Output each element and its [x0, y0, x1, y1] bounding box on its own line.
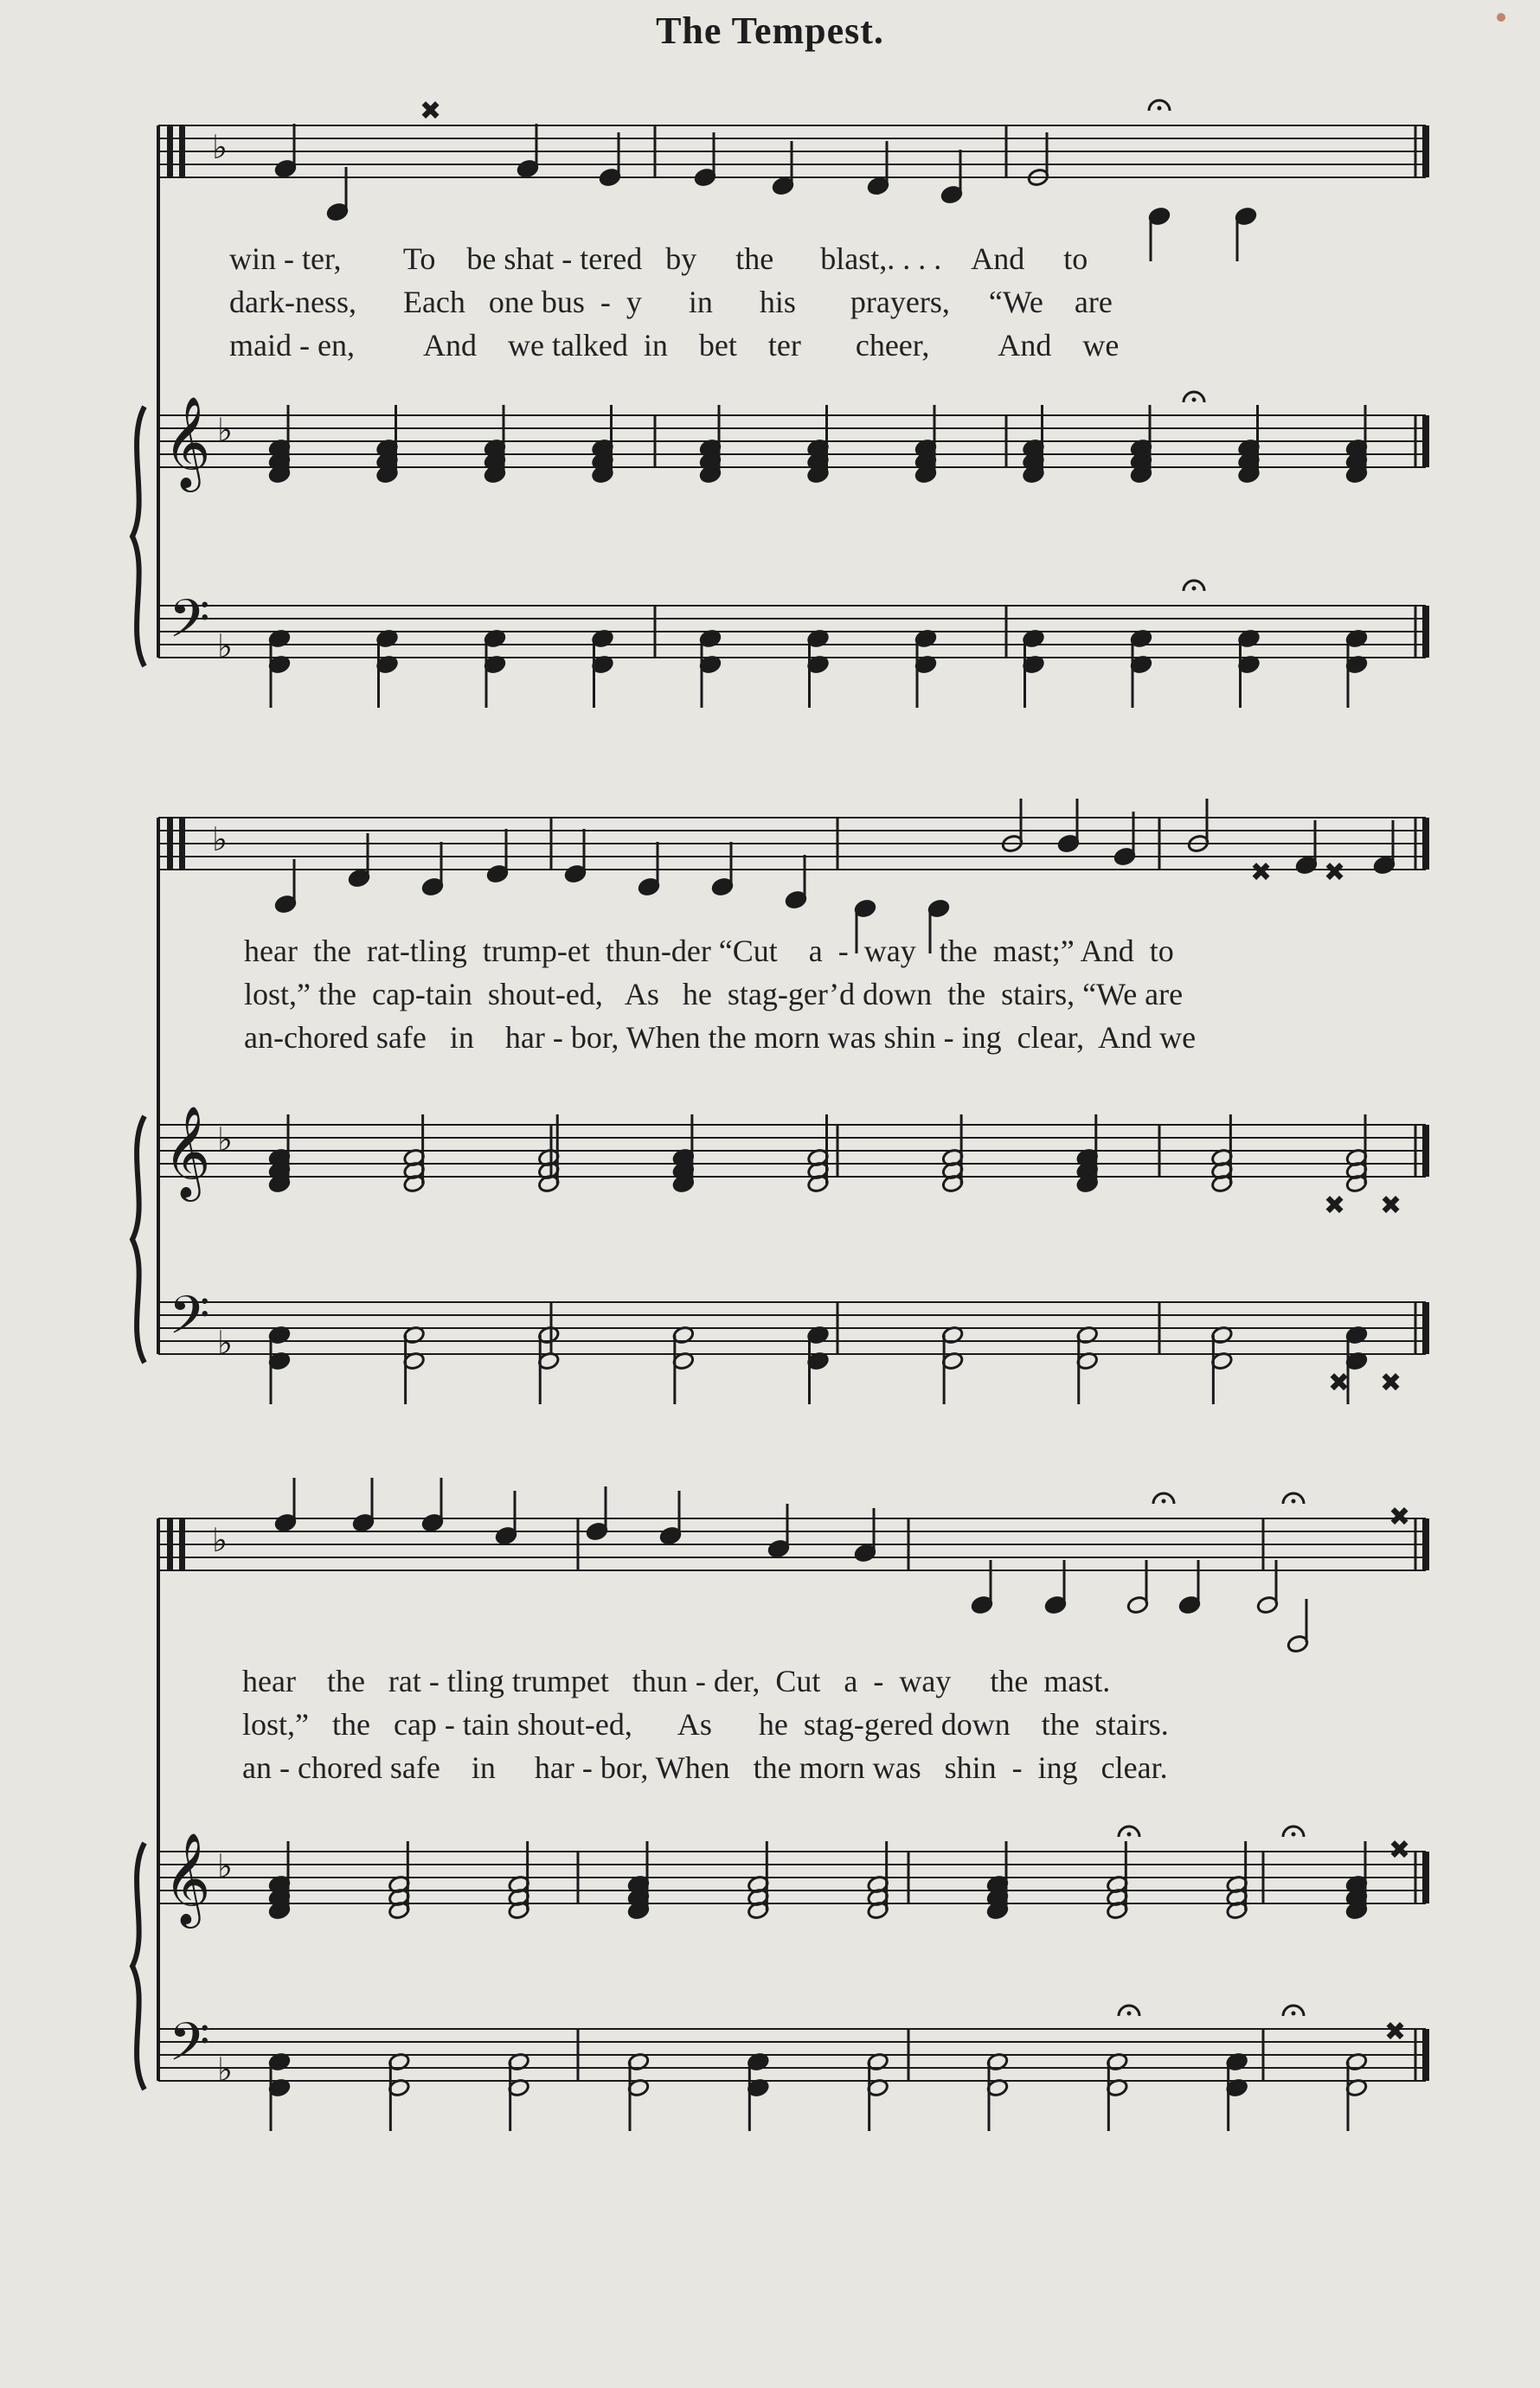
- bass-clef: 𝄢: [169, 2012, 210, 2086]
- bass-clef: 𝄢: [169, 1285, 210, 1359]
- rest-mark: ✖: [1380, 1368, 1402, 1398]
- piano-brace: [132, 407, 144, 666]
- flat-sign: ♭: [217, 627, 233, 665]
- fermata-dot: [1292, 1499, 1296, 1504]
- song-title: The Tempest.: [656, 10, 884, 52]
- percussion-clef: [167, 1518, 173, 1570]
- treble-clef: 𝄞: [164, 395, 211, 488]
- rest-mark: ✖: [1389, 1502, 1411, 1532]
- lyric-line: hear the rat-tling trump-et thun-der “Cut a - way the mast;” And to: [244, 934, 1174, 968]
- flat-sign: ♭: [217, 1120, 233, 1159]
- flat-sign: ♭: [212, 820, 228, 858]
- fermata-dot: [1162, 1499, 1166, 1504]
- lyric-line: an-chored safe in har - bor, When the morn was shin - ing clear, And we: [244, 1020, 1197, 1055]
- flat-sign: ♭: [212, 128, 228, 166]
- lyric-line: an - chored safe in har - bor, When the morn was shin - ing clear.: [242, 1750, 1168, 1785]
- fermata-dot: [1292, 2012, 1296, 2016]
- treble-clef: 𝄞: [164, 1105, 211, 1197]
- fermata-dot: [1192, 398, 1197, 402]
- percussion-clef: [179, 1518, 185, 1570]
- flat-sign: ♭: [217, 411, 233, 449]
- lyric-line: dark-ness, Each one bus - y in his prayers, “We are: [229, 285, 1113, 319]
- lyric-line: maid - en, And we talked in bet ter cheer, And we: [229, 328, 1120, 363]
- rest-mark: ✖: [1250, 857, 1273, 888]
- lyric-line: win - ter, To be shat - tered by the blast,. . . . And to: [229, 241, 1088, 276]
- rest-mark: ✖: [420, 96, 442, 126]
- rest-mark: ✖: [1324, 857, 1346, 888]
- fermata-dot: [1127, 2012, 1132, 2016]
- rest-mark: ✖: [1324, 1191, 1346, 1221]
- rest-mark: ✖: [1389, 1835, 1411, 1865]
- percussion-clef: [179, 818, 185, 870]
- rest-mark: ✖: [1328, 1368, 1351, 1398]
- rest-mark: ✖: [1384, 2017, 1407, 2047]
- treble-clef: 𝄞: [164, 1832, 211, 1924]
- piano-brace: [132, 1116, 144, 1363]
- lyric-line: lost,” the cap-tain shout-ed, As he stag-ger’d down the stairs, “We are: [244, 977, 1184, 1011]
- fermata-dot: [1192, 587, 1197, 591]
- bass-clef: 𝄢: [169, 588, 210, 663]
- lyric-line: lost,” the cap - tain shout-ed, As he stag-gered down the stairs.: [242, 1707, 1169, 1742]
- fermata-dot: [1158, 106, 1162, 111]
- percussion-clef: [179, 125, 185, 177]
- lyric-line: hear the rat - tling trumpet thun - der, Cut a - way the mast.: [242, 1664, 1111, 1698]
- fermata-dot: [1292, 1833, 1296, 1837]
- flat-sign: ♭: [217, 1847, 233, 1885]
- flat-sign: ♭: [217, 2051, 233, 2089]
- piano-brace: [132, 1843, 144, 2090]
- flat-sign: ♭: [217, 1324, 233, 1362]
- rest-mark: ✖: [1380, 1191, 1402, 1221]
- fermata-dot: [1127, 1833, 1132, 1837]
- percussion-clef: [167, 818, 173, 870]
- flat-sign: ♭: [212, 1521, 228, 1559]
- percussion-clef: [167, 125, 173, 177]
